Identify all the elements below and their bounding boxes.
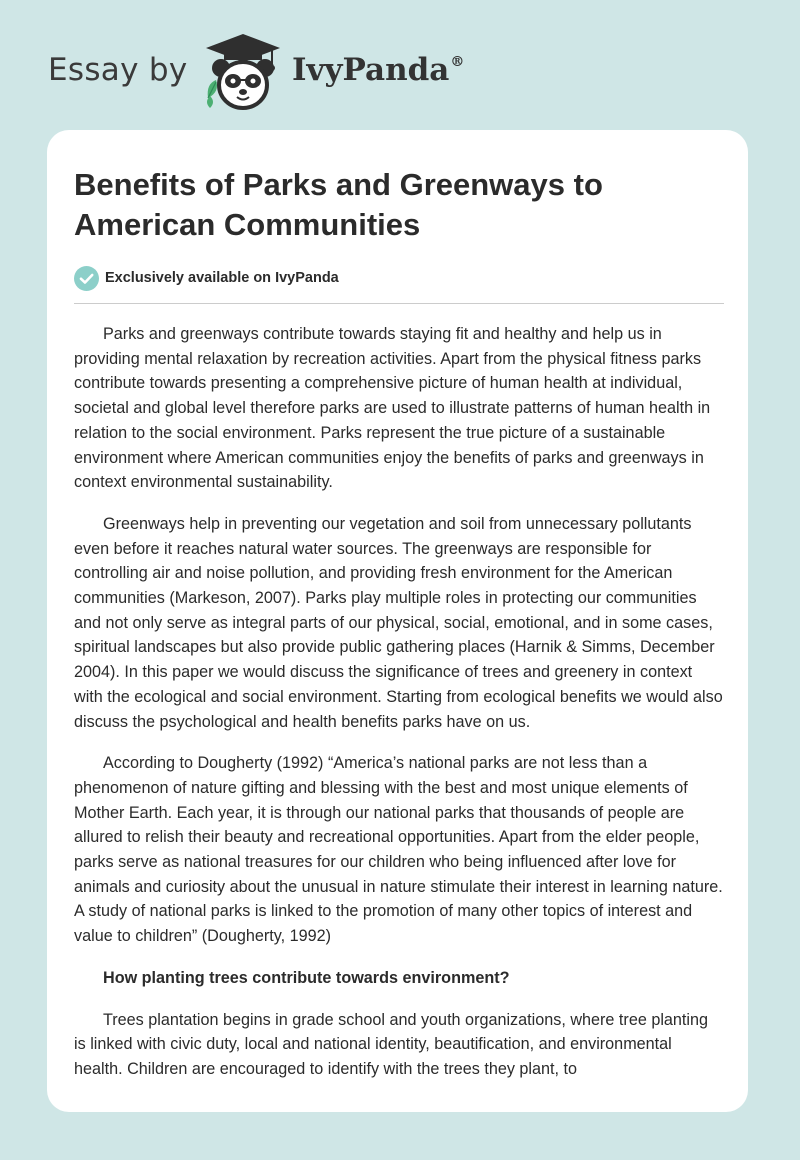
site-header <box>48 30 508 110</box>
exclusive-text: Exclusively available on IvyPanda <box>105 270 339 286</box>
essay-title: Benefits of Parks and Greenways to American Communities <box>74 167 603 242</box>
section-subheading: How planting trees contribute towards environment? <box>103 968 510 987</box>
paragraph-2: Greenways help in preventing our vegetation and soil from unnecessary pollutants even before it reaches natural water sources. The greenways are responsible for controlling air and noise pollution, and providing fresh environment for the American communities (Markeson, 2007). Parks play multiple roles in protecting our communities and not only serve as integral parts of our physical, social, emotional, and in some cases, spiritual landscapes but also provide public gathering places (Harnik & Simms, December 2004). In this paper we would discuss the significance of trees and greenery in context with the ecological and social environment. Starting from ecological benefits we would also discuss the psychological and health benefits parks have on us. <box>74 514 723 731</box>
check-circle-icon <box>74 266 99 291</box>
panda-graduate-icon[interactable] <box>202 32 284 112</box>
essay-content <box>74 130 724 1082</box>
essay-by-label: Essay by <box>48 52 188 88</box>
essay-card <box>47 130 748 1112</box>
exclusive-badge <box>74 265 724 291</box>
paragraph-4: Trees plantation begins in grade school and youth organizations, where tree planting is linked with civic duty, local and national identity, beautification, and environmental health. Children are encouraged to identify with the trees they plant, to <box>74 1010 709 1078</box>
brand-name[interactable]: IvyPanda® <box>292 52 465 88</box>
divider <box>74 303 724 304</box>
paragraph-3: According to Dougherty (1992) “America’s national parks are not less than a phenomenon of nature gifting and blessing with the best and most unique elements of Mother Earth. Each year, it is through our national parks that thousands of people are allured to relish their beauty and recreational opportunities. Apart from the elder people, parks serve as national treasures for our children who being influenced after love for animals and curiosity about the unusual in nature stimulate their interest in learning nature. A study of national parks is linked to the promotion of many other topics of interest and value to children” (Dougherty, 1992) <box>74 754 723 946</box>
registered-mark: ® <box>450 54 465 70</box>
paragraph-1: Parks and greenways contribute towards staying fit and healthy and help us in providing mental relaxation by recreation activities. Apart from the physical fitness parks contribute towards presenting a comprehensive picture of human health at individual, societal and global level therefore parks are used to illustrate patterns of human health in relation to the social environment. Parks represent the true picture of a sustainable environment where American communities enjoy the benefits of parks and greenways in context environmental sustainability. <box>74 325 711 492</box>
